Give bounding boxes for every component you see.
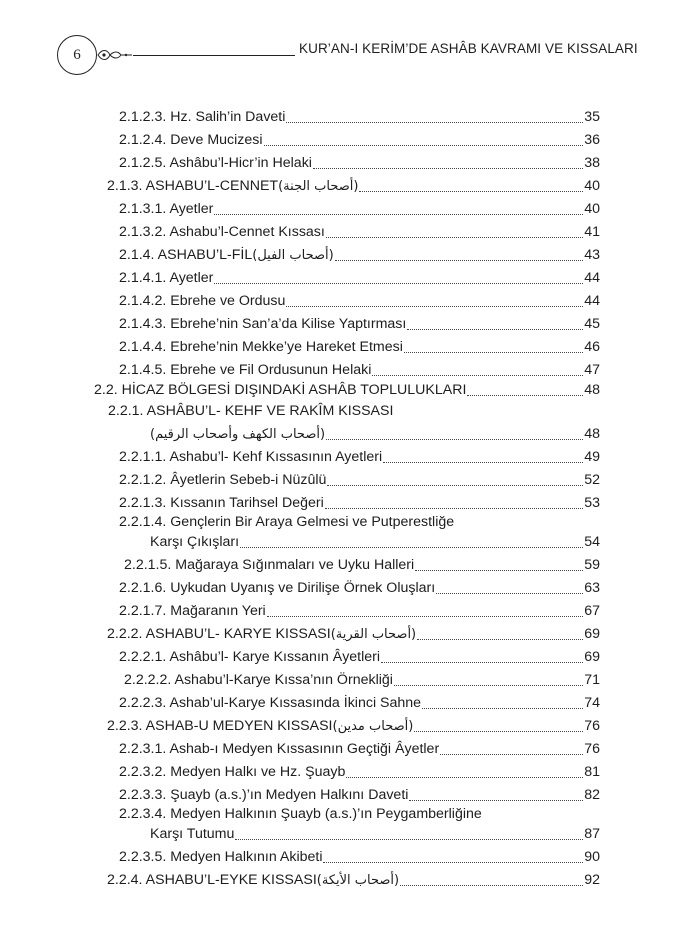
- toc-entry[interactable]: [119, 315, 600, 334]
- toc-entry-page: 53: [584, 495, 600, 511]
- toc-entry-label: 2.2.1. ASHÂBU’L- KEHF VE RAKÎM KISSASI: [108, 403, 394, 419]
- toc-entry[interactable]: [119, 338, 600, 357]
- toc-entry-page: 69: [584, 626, 600, 642]
- toc-entry[interactable]: [119, 648, 600, 667]
- toc-entry-page: 45: [584, 316, 600, 332]
- toc-entry-label: 2.1.4. ASHABU’L-FİL: [119, 247, 253, 263]
- dot-leader: [436, 593, 583, 594]
- toc-entry-page: 40: [584, 178, 600, 194]
- toc-entry-label: Karşı Tutumu: [150, 826, 235, 842]
- toc-entry-page: 43: [584, 247, 600, 263]
- toc-entry-label: 2.2.3. ASHAB-U MEDYEN KISSASI: [107, 718, 333, 734]
- dot-leader: [325, 508, 583, 509]
- toc-entry[interactable]: [124, 671, 600, 690]
- running-title: KUR’AN-I KERİM’DE ASHÂB KAVRAMI VE KISSALARI: [299, 41, 638, 56]
- dot-leader: [235, 839, 583, 840]
- toc-entry[interactable]: [119, 246, 600, 265]
- toc-entry-page: 90: [584, 849, 600, 865]
- dot-leader: [240, 547, 583, 548]
- dot-leader: [326, 439, 583, 440]
- toc-entry[interactable]: [119, 448, 600, 467]
- toc-entry-page: 46: [584, 339, 600, 355]
- toc-entry-label: 2.1.4.2. Ebrehe ve Ordusu: [119, 293, 286, 309]
- toc-entry-arabic: (أصحاب الفيل): [252, 248, 334, 263]
- toc-entry[interactable]: [119, 131, 600, 150]
- toc-entry[interactable]: [107, 177, 600, 196]
- dot-leader: [417, 639, 583, 640]
- toc-entry-label: 2.2.3.4. Medyen Halkının Şuayb (a.s.)’ın Peygamberliğine: [119, 806, 482, 822]
- toc-entry[interactable]: [119, 200, 600, 219]
- toc-entry[interactable]: [119, 786, 600, 805]
- toc-entry[interactable]: [124, 556, 600, 575]
- dot-leader: [400, 885, 583, 886]
- toc-entry-page: 38: [584, 155, 600, 171]
- toc-entry[interactable]: [119, 108, 600, 127]
- dot-leader: [264, 145, 584, 146]
- toc-entry-page: 87: [584, 826, 600, 842]
- toc-entry-label: 2.2.3.2. Medyen Halkı ve Hz. Şuayb: [119, 764, 346, 780]
- toc-entry[interactable]: [119, 361, 600, 380]
- toc-entry-page: 35: [584, 109, 600, 125]
- toc-entry[interactable]: [119, 471, 600, 490]
- toc-entry[interactable]: [119, 494, 600, 513]
- toc-entry[interactable]: [150, 533, 600, 552]
- toc-entry[interactable]: [119, 269, 600, 288]
- toc-entry-page: 59: [584, 557, 600, 573]
- toc-entry[interactable]: [119, 154, 600, 173]
- toc-entry-page: 44: [584, 293, 600, 309]
- toc-entry-label: 2.1.3. ASHABU’L-CENNET: [107, 178, 279, 194]
- toc-entry-label: 2.2.3.1. Ashab-ı Medyen Kıssasının Geçtiği Âyetler: [119, 741, 440, 757]
- dot-leader: [214, 283, 583, 284]
- toc-entry-label: 2.1.4.3. Ebrehe’nin San’a’da Kilise Yaptırması: [119, 316, 407, 332]
- toc-entry-label: 2.2.4. ASHABU’L-EYKE KISSASI: [107, 872, 317, 888]
- toc-entry[interactable]: [107, 717, 600, 736]
- dot-leader: [323, 862, 583, 863]
- toc-entry-label: 2.2.2.2. Ashabu’l-Karye Kıssa’nın Örnekliği: [124, 672, 393, 688]
- toc-entry-label: 2.2.2.1. Ashâbu’l- Karye Kıssanın Âyetleri: [119, 649, 381, 665]
- toc-entry-arabic: (أصحاب الجنة): [278, 179, 359, 194]
- dot-leader: [409, 800, 583, 801]
- dot-leader: [327, 485, 583, 486]
- dot-leader: [381, 662, 583, 663]
- dot-leader: [407, 329, 583, 330]
- ornament-icon: [97, 48, 133, 62]
- toc-entry-page: 81: [584, 764, 600, 780]
- header-rule: [133, 55, 295, 56]
- dot-leader: [346, 777, 583, 778]
- dot-leader: [415, 570, 583, 571]
- toc-entry-arabic: (أصحاب مدين): [332, 719, 414, 734]
- dot-leader: [383, 462, 583, 463]
- dot-leader: [422, 708, 583, 709]
- toc-entry[interactable]: [119, 292, 600, 311]
- toc-entry-page: 82: [584, 787, 600, 803]
- toc-entry-label: 2.2.2. ASHABU’L- KARYE KISSASI: [107, 626, 331, 642]
- toc-entry-page: 48: [584, 382, 600, 398]
- dot-leader: [286, 122, 583, 123]
- toc-entry-page: 47: [584, 362, 600, 378]
- toc-entry-page: 40: [584, 201, 600, 217]
- toc-entry-label: 2.2.1.2. Âyetlerin Sebeb-i Nüzûlü: [119, 472, 327, 488]
- toc-entry-label: 2.1.4.5. Ebrehe ve Fil Ordusunun Helaki: [119, 362, 372, 378]
- toc-entry[interactable]: [119, 848, 600, 867]
- toc-entry-page: 67: [584, 603, 600, 619]
- toc-entry-label: 2.2.1.7. Mağaranın Yeri: [119, 603, 266, 619]
- toc-entry[interactable]: [94, 381, 600, 400]
- dot-leader: [267, 616, 584, 617]
- dot-leader: [394, 685, 583, 686]
- toc-entry-page: 92: [584, 872, 600, 888]
- toc-entry-page: 63: [584, 580, 600, 596]
- toc-entry-label: 2.1.2.3. Hz. Salih’in Daveti: [119, 109, 286, 125]
- toc-entry[interactable]: [119, 223, 600, 242]
- toc-entry-page: 54: [584, 534, 600, 550]
- toc-entry-page: 71: [584, 672, 600, 688]
- dot-leader: [414, 731, 583, 732]
- toc-entry-page: 76: [584, 718, 600, 734]
- toc-entry-page: 69: [584, 649, 600, 665]
- toc-entry-label: 2.1.3.1. Ayetler: [119, 201, 214, 217]
- toc-entry-label: 2.1.4.1. Ayetler: [119, 270, 214, 286]
- dot-leader: [326, 237, 583, 238]
- toc-entry-label: 2.2.1.1. Ashabu’l- Kehf Kıssasının Ayetleri: [119, 449, 383, 465]
- toc-entry[interactable]: [119, 579, 600, 598]
- toc-entry-page: 74: [584, 695, 600, 711]
- toc-entry[interactable]: [150, 825, 600, 844]
- toc-entry-label: 2.2.3.5. Medyen Halkının Akibeti: [119, 849, 323, 865]
- toc-entry[interactable]: [119, 602, 600, 621]
- toc-entry-page: 44: [584, 270, 600, 286]
- toc-entry-label: 2.2.1.6. Uykudan Uyanış ve Dirilişe Örnek Oluşları: [119, 580, 436, 596]
- toc-entry-label: 2.1.2.4. Deve Mucizesi: [119, 132, 263, 148]
- toc-entry[interactable]: [107, 871, 600, 890]
- toc-entry-page: 76: [584, 741, 600, 757]
- toc-entry-arabic: (أصحاب الأيكة): [316, 873, 400, 888]
- toc-entry-label: 2.2.1.4. Gençlerin Bir Araya Gelmesi ve Putperestliğe: [119, 514, 455, 530]
- toc-entry[interactable]: [119, 763, 600, 782]
- toc-entry-page: 41: [584, 224, 600, 240]
- toc-entry-label: 2.1.3.2. Ashabu’l-Cennet Kıssası: [119, 224, 325, 240]
- toc-entry-label: 2.1.4.4. Ebrehe’nin Mekke’ye Hareket Etmesi: [119, 339, 403, 355]
- toc-entry[interactable]: [119, 694, 600, 713]
- toc-entry-arabic: (أصحاب القرية): [330, 627, 417, 642]
- toc-entry-label: Karşı Çıkışları: [150, 534, 240, 550]
- page-number-badge: [57, 35, 97, 75]
- dot-leader: [467, 395, 583, 396]
- dot-leader: [372, 375, 583, 376]
- dot-leader: [286, 306, 583, 307]
- toc-entry-page: 49: [584, 449, 600, 465]
- toc-entry[interactable]: [107, 625, 600, 644]
- dot-leader: [359, 191, 583, 192]
- dot-leader: [440, 754, 583, 755]
- dot-leader: [404, 352, 583, 353]
- toc-entry[interactable]: [119, 740, 600, 759]
- toc-entry-page: 36: [584, 132, 600, 148]
- page-header: [0, 0, 680, 80]
- toc-entry-label: 2.2.2.3. Ashab’ul-Karye Kıssasında İkinci Sahne: [119, 695, 422, 711]
- dot-leader: [214, 214, 583, 215]
- toc-entry-arabic: (أصحاب الكهف وأصحاب الرقيم): [150, 427, 326, 442]
- toc-entry-page: 52: [584, 472, 600, 488]
- dot-leader: [335, 260, 584, 261]
- toc-entry-label: 2.1.2.5. Ashâbu’l-Hicr’in Helaki: [119, 155, 312, 171]
- toc-entry-page: 48: [584, 426, 600, 442]
- page-number: 6: [73, 46, 81, 63]
- toc-entry-label: 2.2.1.3. Kıssanın Tarihsel Değeri: [119, 495, 324, 511]
- toc-entry-label: 2.2. HİCAZ BÖLGESİ DIŞINDAKİ ASHÂB TOPLULUKLARI: [94, 382, 467, 398]
- dot-leader: [313, 168, 583, 169]
- toc-entry[interactable]: [150, 425, 600, 444]
- toc-entry-label: 2.2.1.5. Mağaraya Sığınmaları ve Uyku Halleri: [124, 557, 415, 573]
- toc-entry-label: 2.2.3.3. Şuayb (a.s.)’ın Medyen Halkını Daveti: [119, 787, 409, 803]
